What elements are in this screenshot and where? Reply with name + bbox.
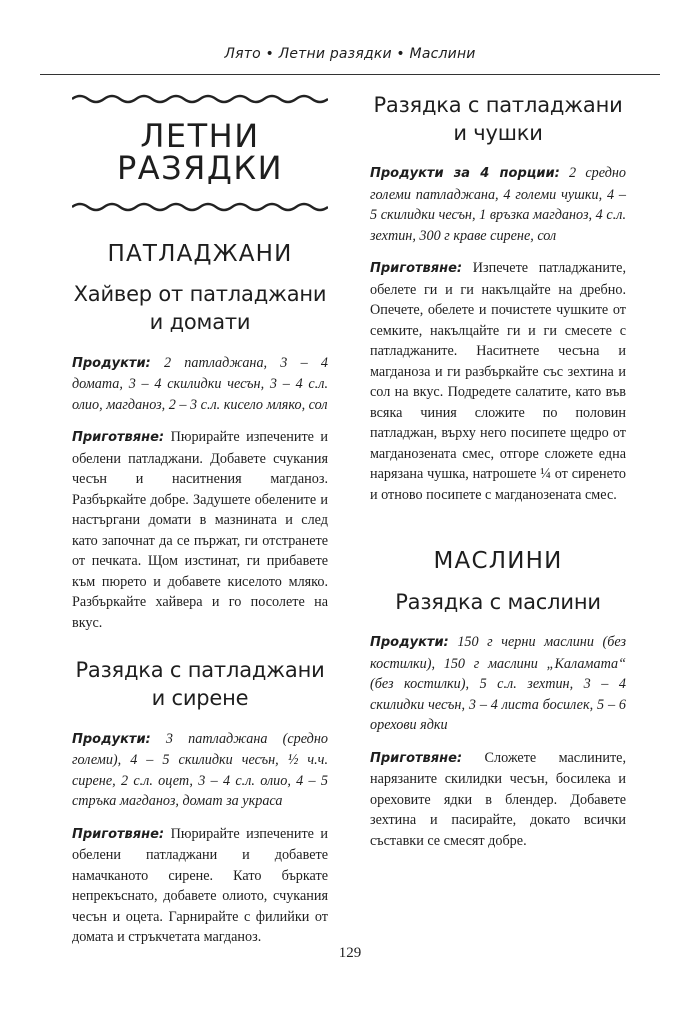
method-text: Пюрирайте изпечените и обелени патладжани и добавете намачканото сирене. Като бъркате непрекъснато, добавете олиото, счукания чесън и оцета. Гарнирайте с филийки от домата и стръкчетата магданоз. [72,825,329,946]
ingredients-text: 2 патладжана, 3 – 4 домата, 3 – 4 скилидки чесън, 3 – 4 с.л. олио, магданоз, 2 – 3 с.л. кисело мляко, сол [72,354,328,413]
recipe-title-olives: Разядка с маслини [395,589,601,614]
method-label: Приготвяне: [72,826,165,842]
recipe-title-line: Хайвер от патладжани [73,282,327,307]
section-title-eggplant: ПАТЛАДЖАНИ [107,241,293,267]
method-label: Приготвяне: [370,750,463,766]
ingredients-text: 2 средно големи патладжана, 4 големи чушки, 4 – 5 скилидки чесън, 1 връзка магданоз, 4 с.л. зехтин, 300 г краве сирене, сол [370,165,627,244]
method-paragraph [72,427,328,633]
ingredients-text: 150 г черни маслини (без костилки), 150 г маслини „Каламата“ (без костилки), 5 с.л. зехтин, 3 – 4 скилидки чесън, 3 – 4 листа босилек, 5 – 6 орехови ядки [370,634,626,734]
recipe-title-line: и сирене [151,685,249,710]
right-column [370,92,626,851]
wave-ornament-top [72,92,328,106]
method-text: Сложете маслините, нарязаните скилидки чесън, босилека и ореховите ядки в блендер. Добавете зехтина и пасирайте, докато всички съставки се смесят добре. [370,749,626,849]
recipe-title-eggplant-cheese [72,657,328,712]
ingredients-paragraph [72,729,328,812]
recipe-title-eggplant-peppers [370,92,626,147]
ingredients-text: 3 патладжана (средно големи), 4 – 5 скилидки чесън, ½ ч.ч. сирене, 2 с.л. оцет, 3 – 4 с.л. олио, 4 – 5 стръка магданоз, домат за украса [72,730,328,810]
method-label: Приготвяне: [370,261,463,277]
recipe-title-line: и домати [149,310,251,335]
ingredients-label: Продукти: [72,355,151,371]
section-title-olives: МАСЛИНИ [433,548,563,575]
left-column [72,92,328,948]
method-paragraph [370,258,626,505]
wave-ornament-bottom [72,200,328,214]
method-label: Приготвяне: [72,430,165,446]
recipe-title-line: Разядка с патладжани [75,658,325,683]
recipe-title-eggplant-caviar [72,281,328,336]
running-head: Лято • Летни разядки • Маслини [224,46,476,62]
ingredients-paragraph [370,632,626,736]
ingredients-label: Продукти: [370,635,449,651]
ingredients-label: Продукти за 4 порции: [370,166,560,182]
page-number: 129 [338,945,362,961]
method-text: Изпечете патладжаните, обелете ги и ги накълцайте на дребно. Опечете, обелете и почистете чушките от семките, накълцайте ги и ги смесете с патладжаните. Наситнете чесъна и магданоза и ги разбъркайте със зехтина и сол на вкус. Подредете салатите, като във всяка чиния сложите по половин патладжан, върху него посипете щедро от магданозената смес, отгоре сложете една нарязана чушка, натрошете ¼ от сиренето и отново посипете с магданозената смес. [370,260,627,503]
ingredients-label: Продукти: [72,731,151,747]
ingredients-paragraph [370,163,626,246]
header-rule [40,74,660,75]
recipe-title-line: Разядка с патладжани [373,93,623,117]
method-text: Пюрирайте изпечените и обелени патладжани. Добавете счукания чесън и наситнения магданоз. Разбъркайте добре. Задушете обелените и настъргани домати в мазнината и след като започнат да се пържат, ги отстранете от печката. Щом изстинат, ги прибавете към пюрето и добавете киселото мляко. Разбъркайте хайвера и го посолете на вкус. [72,429,329,631]
method-paragraph [370,748,626,852]
recipe-title-line: и чушки [453,120,543,145]
chapter-title: ЛЕТНИ РАЗЯДКИ [116,117,284,187]
ingredients-paragraph [72,353,328,416]
method-paragraph [72,824,328,948]
